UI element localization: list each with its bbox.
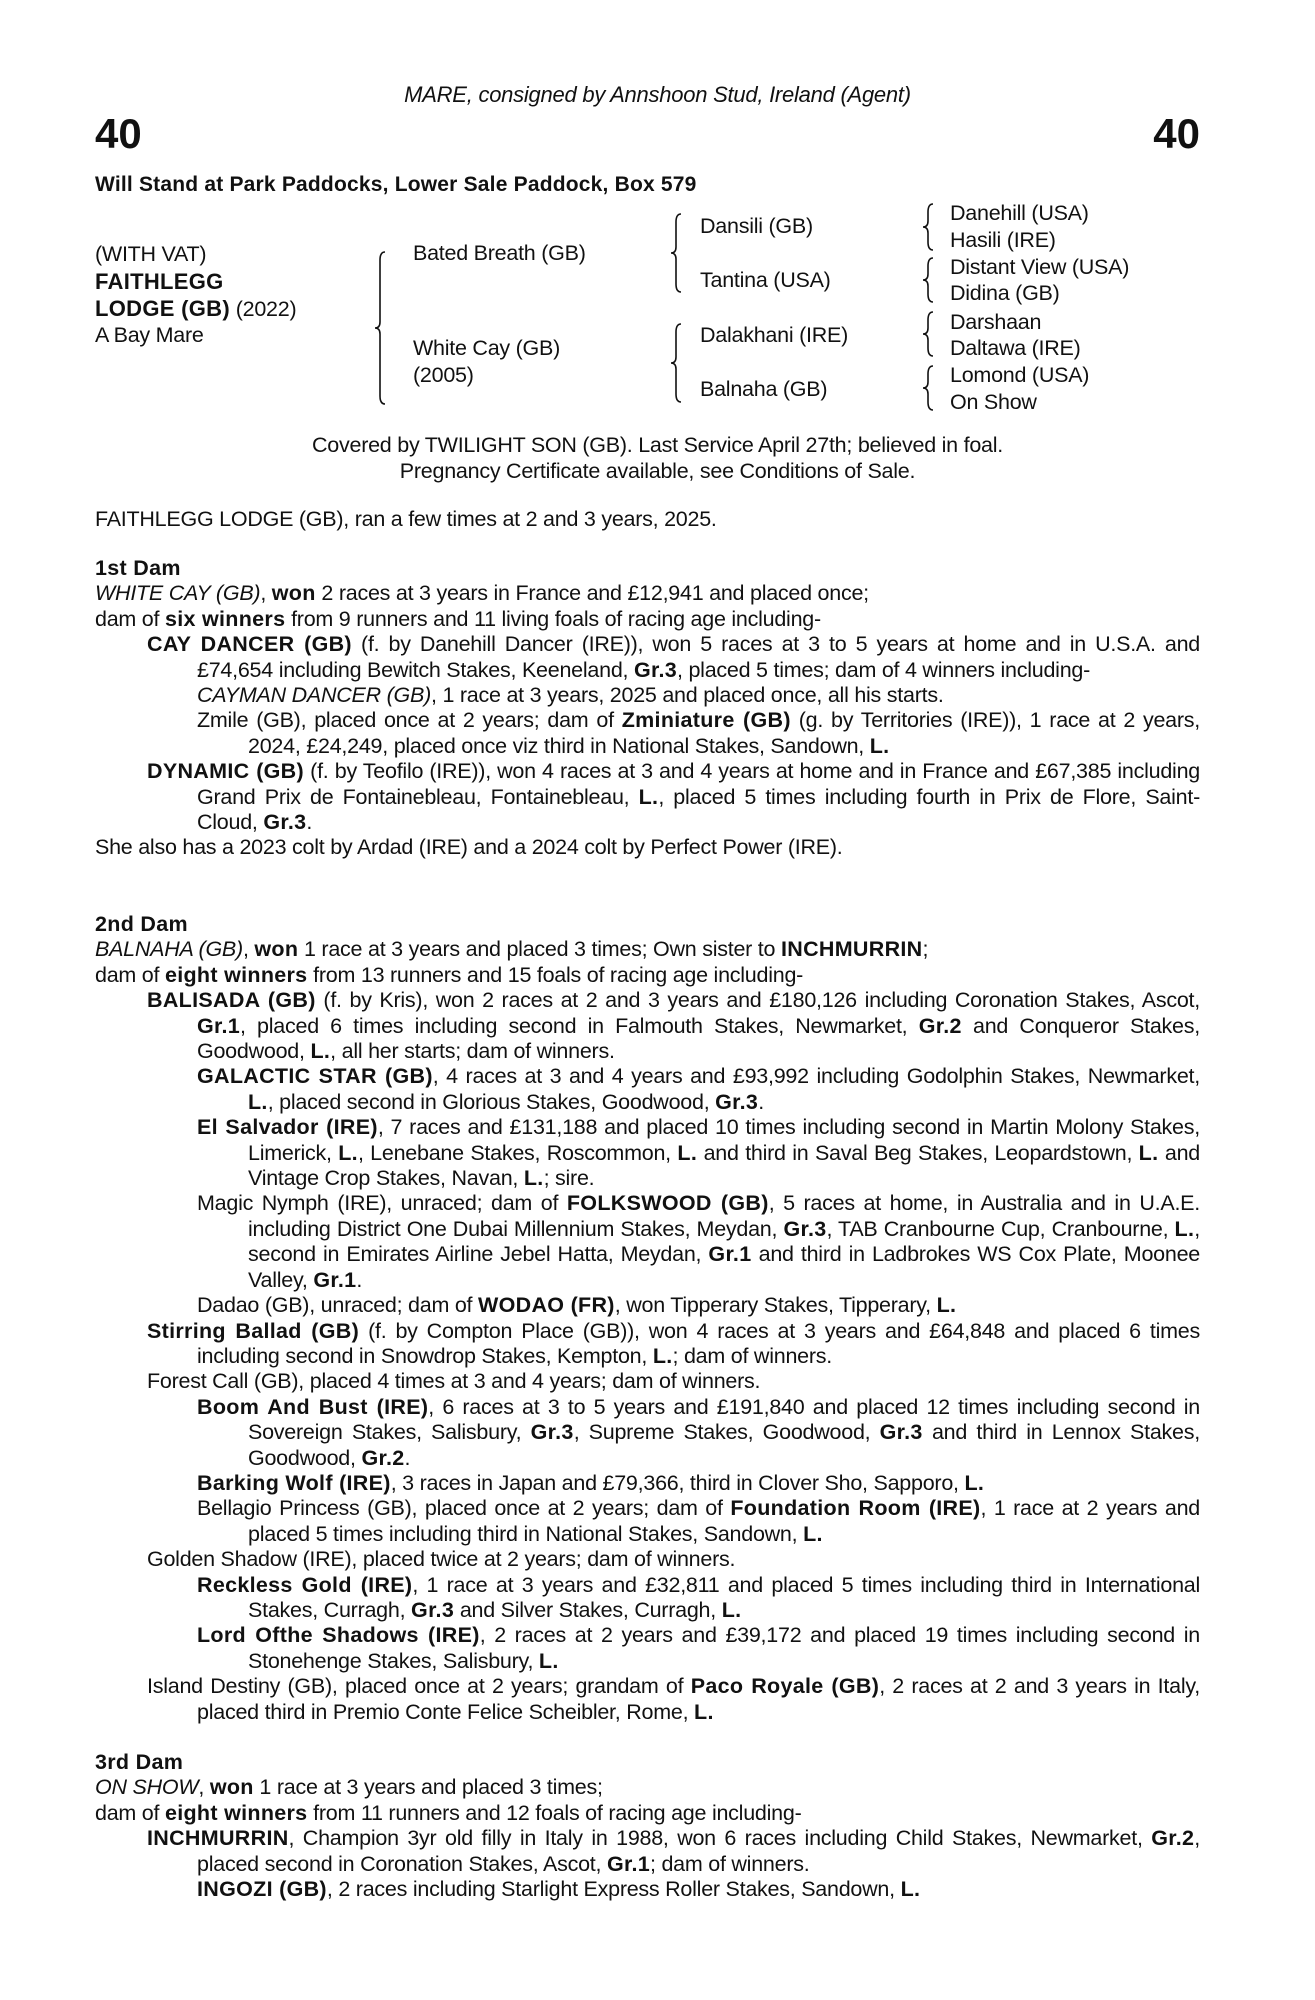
text: , [198,1775,210,1800]
bold-text: BALISADA (GB) [147,988,316,1013]
text: , 4 races at 3 and 4 years and £93,992 including Godolphin Stakes, Newmarket, [432,1064,1200,1089]
bold-text: L. [869,733,890,758]
bold-text: L. [1138,1140,1159,1165]
grandparent: Tantina (USA) [700,268,831,292]
second-dam-section [95,912,1200,1725]
bold-text: Gr.2 [1151,1826,1195,1851]
bold-text: Gr.2 [361,1445,405,1470]
text: 2 races at 3 years in France and £12,941 and placed once; [315,581,869,606]
text: , 3 races in Japan and £79,366, third in Clover Sho, Sapporo, [390,1470,965,1495]
produce-entry [95,1115,1200,1191]
text: . [758,1089,764,1114]
italic-text: BALNAHA (GB) [95,937,243,962]
bold-text: L. [523,1166,544,1191]
produce-entry [95,1369,1200,1394]
text: from 13 runners and 15 foals of racing age including- [307,962,804,987]
grandparent: Dalakhani (IRE) [700,323,848,347]
bold-text: Gr.1 [606,1851,650,1876]
text: ; dam of winners. [650,1851,810,1876]
produce-entry [95,1547,1200,1572]
bold-text: L. [677,1140,698,1165]
stand-location: Will Stand at Park Paddocks, Lower Sale Paddock, Box 579 [95,173,697,196]
bold-text: WODAO (FR) [478,1293,615,1318]
text: , Supreme Stakes, Goodwood, [573,1420,880,1445]
text: ; [922,937,929,962]
first-dam-section [95,556,1200,861]
bold-text: Gr.3 [530,1420,574,1445]
text: Bellagio Princess (GB), placed once at 2 years; dam of [197,1496,731,1521]
produce-entry [95,1826,1200,1877]
bold-text: Zminiature (GB) [621,708,791,733]
text: , 2 races at 2 years and £39,172 and placed 19 times including second in Stonehenge Stakes, Salisbury, [248,1623,1200,1673]
bold-text: L. [1174,1216,1195,1241]
bold-text: Lord Ofthe Shadows (IRE) [197,1623,480,1648]
text: , 1 race at 3 years and £32,811 and placed 5 times including third in International Stakes, Curragh, [248,1572,1201,1622]
produce-entry [95,759,1200,835]
text: 1 race at 3 years and placed 3 times; [253,1775,603,1800]
pedigree-brace [671,214,681,292]
dam-record [95,835,1200,860]
horse-name-line1: FAITHLEGG [95,269,224,294]
produce-entry [95,683,1200,708]
bold-text: Gr.3 [783,1216,827,1241]
bold-text: DYNAMIC (GB) [147,759,304,784]
bold-text: Gr.1 [313,1267,357,1292]
bold-text: El Salvador (IRE) [197,1115,378,1140]
bold-text: L. [721,1597,742,1622]
text: , TAB Cranbourne Cup, Cranbourne, [826,1216,1175,1241]
bold-text: CAY DANCER (GB) [147,632,352,657]
bold-text: eight winners [164,962,308,987]
produce-entry [95,1674,1200,1725]
text: She also has a 2023 colt by Ardad (IRE) and a 2024 colt by Perfect Power (IRE). [95,835,843,860]
text: . [306,810,313,835]
dam-record [95,1775,1200,1800]
produce-entry [95,1623,1200,1674]
third-dam-section [95,1750,1200,1902]
text: , won Tipperary Stakes, Tipperary, [614,1293,937,1318]
text: , second in Emirates Airline Jebel Hatta, Meydan, [248,1216,1200,1267]
text: , placed 5 times including fourth in Prix de Flore, Saint-Cloud, [197,784,1200,835]
great-grandparent: On Show [950,390,1037,414]
pedigree-brace [923,312,933,356]
pedigree-brace [671,324,681,402]
text: , 2 races including Starlight Express Roller Stakes, Sandown, [326,1877,901,1902]
bold-text: L. [694,1699,714,1724]
dam-heading: 2nd Dam [95,912,188,936]
bold-text: L. [652,1343,673,1368]
text: . [356,1267,363,1292]
italic-text: WHITE CAY (GB) [95,581,261,606]
bold-text: won [254,937,299,962]
bold-text: L. [964,1470,985,1495]
text: , [242,937,255,962]
bold-text: won [209,1775,254,1800]
dam-record [95,963,1200,988]
text: and third in Lennox Stakes, Goodwood, [248,1420,1200,1470]
dam-year: (2005) [413,363,474,387]
produce-entry [95,632,1200,683]
bold-text: won [271,581,316,606]
bold-text: Barking Wolf (IRE) [197,1470,391,1495]
produce-entry [95,1496,1200,1547]
text: and third in Saval Beg Stakes, Leopardstown, [697,1140,1139,1165]
text: and Silver Stakes, Curragh, [454,1597,722,1622]
produce-entry [95,988,1200,1064]
dam: White Cay (GB) [413,336,561,360]
bold-text: L. [803,1521,823,1546]
bold-text: INCHMURRIN [780,937,923,962]
text: , 6 races at 3 to 5 years and £191,840 and placed 12 times including second in Sovereign Stakes, Salisbury, [248,1394,1200,1445]
text: ; dam of winners. [672,1343,832,1368]
horse-name-line2-wrap [95,296,296,322]
text: and third in Ladbrokes WS Cox Plate, Moonee Valley, [248,1242,1200,1292]
produce-entry [95,1877,1200,1902]
bold-text: L. [248,1089,268,1114]
italic-text: ON SHOW [95,1775,199,1800]
text: dam of [95,1800,165,1825]
produce-entry [95,1319,1200,1370]
great-grandparent: Distant View (USA) [950,255,1130,279]
text: and Conqueror Stakes, Goodwood, [197,1013,1200,1064]
text: and Vintage Crop Stakes, Navan, [248,1140,1200,1191]
sire: Bated Breath (GB) [413,241,586,265]
bold-text: FOLKSWOOD (GB) [566,1191,769,1216]
horse-description: A Bay Mare [95,323,204,347]
pregnancy-certificate-line: Pregnancy Certificate available, see Conditions of Sale. [399,459,916,483]
text: , Lenebane Stakes, Roscommon, [357,1140,678,1165]
lot-number-left: 40 [95,110,142,157]
produce-entry [95,708,1200,759]
bold-text: INCHMURRIN [147,1826,289,1851]
text: , all her starts; dam of winners. [330,1039,615,1064]
pedigree-brace [375,252,385,404]
horse-name-line2: LODGE (GB) [95,296,230,321]
text: Zmile (GB), placed once at 2 years; dam of [197,708,622,733]
covered-note [0,432,1315,484]
text: from 11 runners and 12 foals of racing age including- [307,1800,802,1825]
produce-entry [95,1471,1200,1496]
produce-entry [95,1064,1200,1115]
grandparent: Dansili (GB) [700,214,813,238]
bold-text: Reckless Gold (IRE) [197,1572,413,1597]
bold-text: Gr.2 [918,1013,962,1038]
bold-text: L. [936,1293,957,1318]
bold-text: six winners [164,606,286,631]
text: , Champion 3yr old filly in Italy in 1988, won 6 races including Child Stakes, Newmarket, [288,1826,1152,1851]
great-grandparent: Lomond (USA) [950,363,1090,387]
text: Golden Shadow (IRE), placed twice at 2 years; dam of winners. [147,1547,736,1572]
bold-text: L. [538,1648,559,1673]
text: . [404,1445,411,1470]
text: (f. by Kris), won 2 races at 2 and 3 years and £180,126 including Coronation Stakes, Ascot, [315,988,1201,1013]
grandparent: Balnaha (GB) [700,377,828,401]
text: , 5 races at home, in Australia and in U.A.E. including District One Dubai Millennium Stakes, Meydan, [248,1191,1200,1241]
great-grandparent: Hasili (IRE) [950,228,1056,252]
text: (f. by Danehill Dancer (IRE)), won 5 races at 3 to 5 years at home and in U.S.A. and £74,654 including Bewitch Stakes, Keeneland, [197,632,1201,682]
produce-entry [95,1293,1200,1318]
consignor-line: MARE, consigned by Annshoon Stud, Ireland (Agent) [404,82,911,107]
great-grandparent: Danehill (USA) [950,201,1089,225]
pedigree-brace [923,204,933,250]
text: 1 race at 3 years and placed 3 times; Own sister to [298,937,781,962]
race-summary: FAITHLEGG LODGE (GB), ran a few times at 2 and 3 years, 2025. [95,507,717,531]
great-grandparent: Daltawa (IRE) [950,336,1081,360]
text: , 7 races and £131,188 and placed 10 times including second in Martin Molony Stakes, Limerick, [248,1115,1200,1165]
text: (f. by Compton Place (GB)), won 4 races at 3 years and £64,848 and placed 6 times including second in Snowdrop Stakes, Kempton, [197,1318,1201,1368]
produce-entry [95,1191,1200,1293]
bold-text: Gr.3 [879,1420,923,1445]
text: (g. by Territories (IRE)), 1 race at 2 years, 2024, £24,249, placed once viz third in National Stakes, Sandown, [248,708,1201,758]
text: dam of [95,606,165,631]
pedigree-brace [923,258,933,302]
italic-text: CAYMAN DANCER (GB) [197,683,432,708]
text: Forest Call (GB), placed 4 times at 3 and 4 years; dam of winners. [147,1369,761,1394]
bold-text: L. [310,1039,331,1064]
bold-text: Gr.3 [411,1597,455,1622]
text: , 1 race at 2 years and placed 5 times including third in National Stakes, Sandown, [248,1496,1201,1546]
produce-entry [95,1395,1200,1471]
vat-note: (WITH VAT) [95,242,207,266]
covered-line: Covered by TWILIGHT SON (GB). Last Service April 27th; believed in foal. [312,433,1003,457]
bold-text: INGOZI (GB) [197,1877,327,1902]
dam-heading: 1st Dam [95,556,181,580]
bold-text: Gr.3 [715,1089,759,1114]
bold-text: Foundation Room (IRE) [730,1496,981,1521]
text: (f. by Teofilo (IRE)), won 4 races at 3 and 4 years at home and in France and £67,385 including Grand Prix de Fontainebleau, Fontainebleau, [197,759,1200,809]
text: Dadao (GB), unraced; dam of [197,1293,479,1318]
dam-record [95,581,1200,606]
bold-text: L. [638,784,659,809]
dam-heading: 3rd Dam [95,1750,184,1774]
text: , placed 6 times including second in Falmouth Stakes, Newmarket, [240,1013,919,1038]
bold-text: L. [338,1140,358,1165]
bold-text: eight winners [164,1800,308,1825]
dam-record [95,937,1200,962]
bold-text: Gr.1 [197,1013,241,1038]
pedigree-brace [923,366,933,410]
great-grandparent: Didina (GB) [950,281,1060,305]
bold-text: Stirring Ballad (GB) [147,1318,360,1343]
text: Magic Nymph (IRE), unraced; dam of [197,1191,567,1216]
bold-text: Boom And Bust (IRE) [197,1394,429,1419]
great-grandparent: Darshaan [950,310,1042,334]
text: dam of [95,962,165,987]
dam-record [95,607,1200,632]
text: Island Destiny (GB), placed once at 2 years; grandam of [147,1674,691,1699]
horse-year: (2022) [235,297,297,321]
dam-record [95,1801,1200,1826]
bold-text: Gr.3 [263,810,307,835]
bold-text: L. [900,1877,921,1902]
text: from 9 runners and 11 living foals of racing age including- [285,606,821,631]
produce-entry [95,1573,1200,1624]
text: ; sire. [543,1166,595,1191]
text: , 2 races at 2 and 3 years in Italy, placed third in Premio Conte Felice Scheibler, Rome, [197,1674,1200,1724]
text: , placed second in Coronation Stakes, Ascot, [197,1826,1200,1876]
text: , [260,581,272,606]
text: , placed second in Glorious Stakes, Goodwood, [267,1089,716,1114]
bold-text: Gr.3 [633,657,678,682]
text: , 1 race at 3 years, 2025 and placed once, all his starts. [431,683,944,708]
bold-text: Paco Royale (GB) [690,1674,880,1699]
text: , placed 5 times; dam of 4 winners including- [677,657,1091,682]
bold-text: GALACTIC STAR (GB) [197,1064,433,1089]
lot-number-right: 40 [1153,110,1200,157]
bold-text: Gr.1 [708,1242,752,1267]
